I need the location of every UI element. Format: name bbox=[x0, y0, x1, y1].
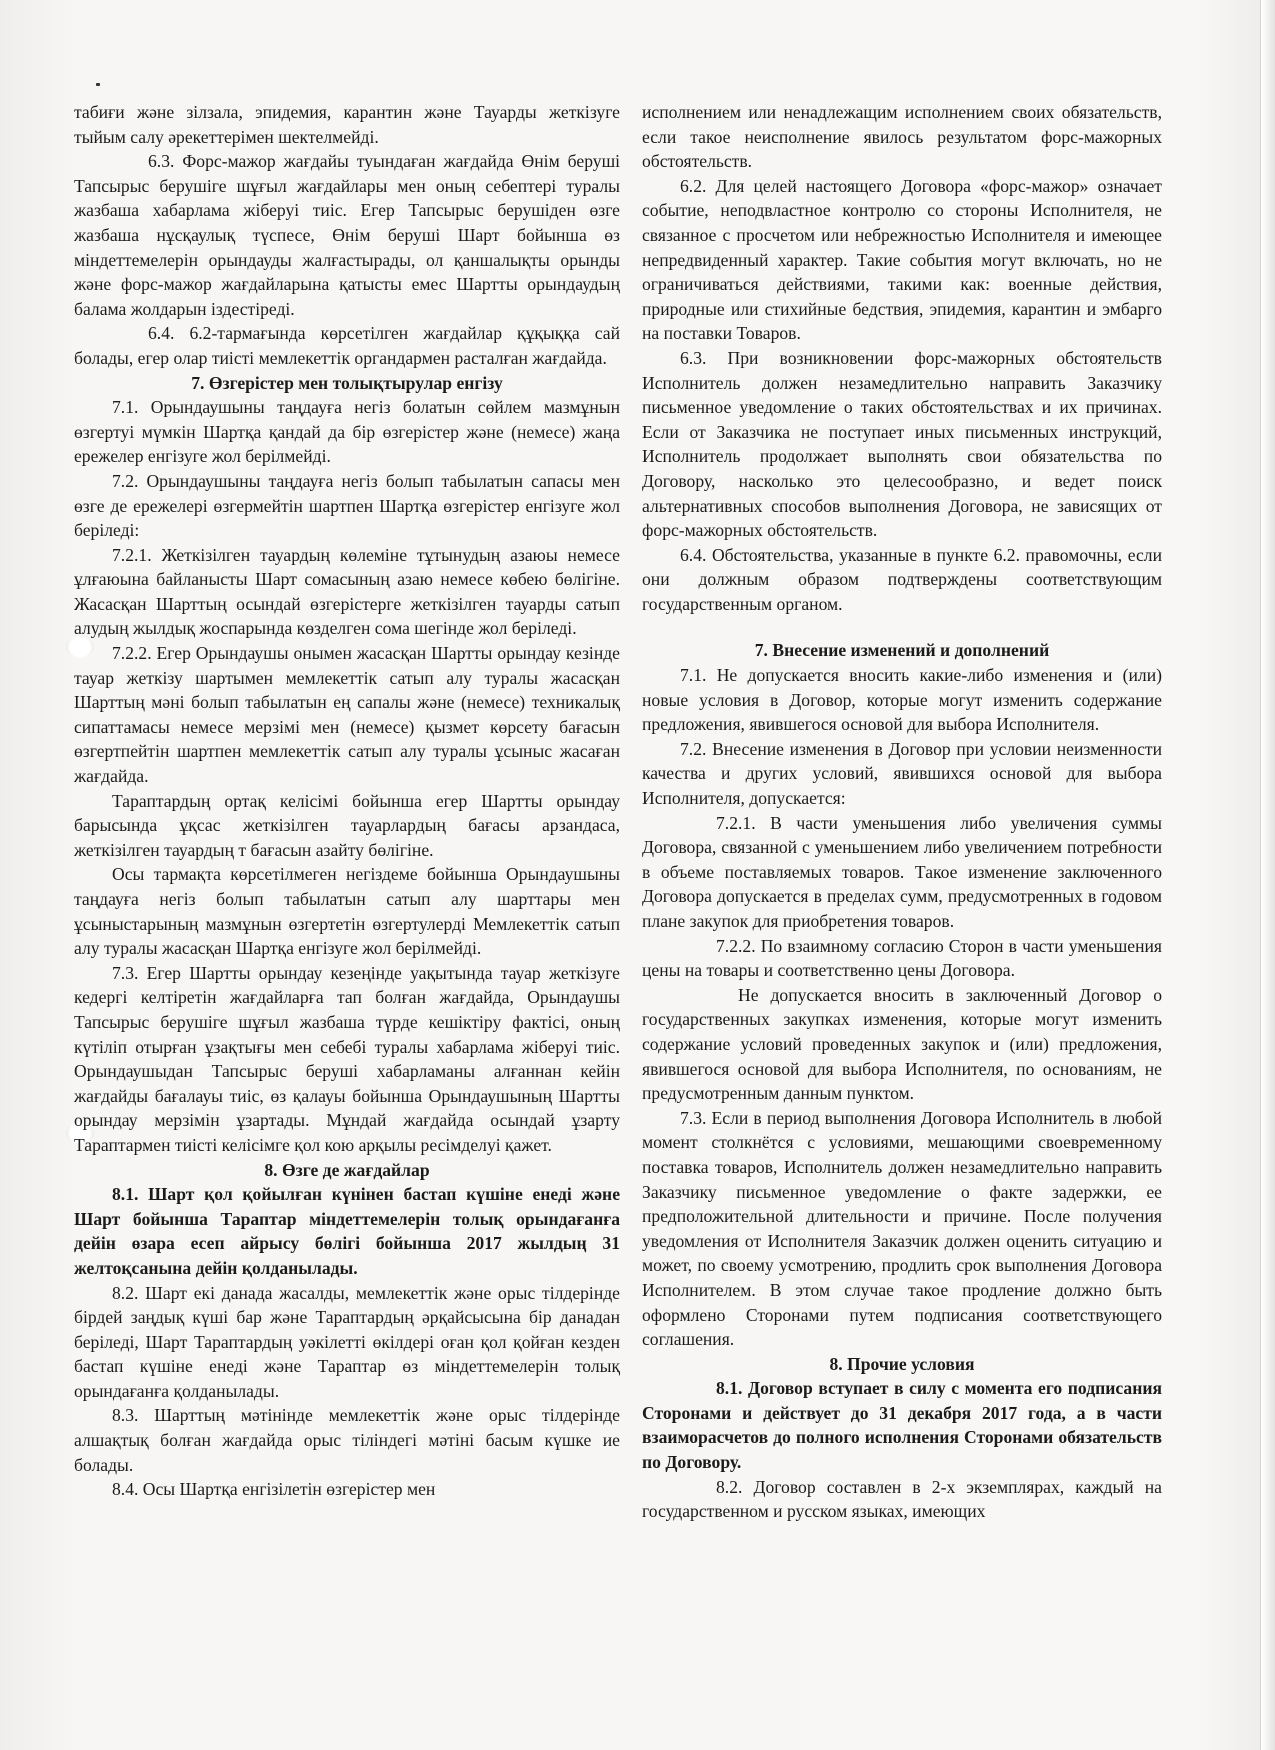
paragraph: исполнением или ненадлежащим исполнением своих обязательств, если такое неисполнение явилось результатом форс-мажорных обстоятельств. bbox=[642, 102, 1162, 172]
paragraph-7-2-1: 7.2.1. Жеткізілген тауардың көлеміне тұтынудың азаюы немесе ұлғаюына байланысты Шарт сомасының азаю немесе көбею бөлігіне. Жасасқан Шарттың осындай өзгерістерге жеткізілген тауарды сатып алудың жылдық жоспарында көзделген сома шегінде жол беріледі. bbox=[74, 544, 620, 639]
paragraph-8-1: 8.1. Договор вступает в силу с момента его подписания Сторонами и действует до 31 декабря 2017 года, а в части взаиморасчетов до полного исполнения Сторонами обязательств по Договору. bbox=[642, 1378, 1162, 1473]
paragraph-7-1: 7.1. Орындаушыны таңдауға негіз болатын сөйлем мазмұнын өзгертуі мүмкін Шартқа қандай да бір өзгерістер және (немесе) жаңа ережелер енгізуге жол берілмейді. bbox=[74, 397, 620, 467]
section-heading-8: 8. Өзге де жағдайлар bbox=[264, 1159, 430, 1180]
paragraph: табиғи және зілзала, эпидемия, карантин және Тауарды жеткізуге тыйым салу әрекеттерімен шектелмейді. bbox=[74, 102, 620, 147]
section-heading-8: 8. Прочие условия bbox=[829, 1353, 975, 1374]
paragraph-6-4: 6.4. 6.2-тармағында көрсетілген жағдайлар құқыққа сай болады, егер олар тиісті мемлекеттік органдармен расталған жағдайда. bbox=[74, 323, 620, 368]
paragraph-7-2: 7.2. Внесение изменения в Договор при условии неизменности качества и других условий, явившихся основой для выбора Исполнителя, допускается: bbox=[642, 738, 1162, 809]
scan-speck bbox=[96, 83, 100, 86]
paragraph-6-3: 6.3. Форс-мажор жағдайы туындаған жағдайда Өнім беруші Тапсырыс берушіге шұғыл жағдайлары мен оның себептері туралы жазбаша хабарлама жіберуі тиіс. Егер Тапсырыс берушіден өзге жазбаша нұсқаулық түспесе, Өнім беруші Шарт бойынша өз міндеттемелерін орындауды жалғастырады, ол қаншалықты орынды және форс-мажор жағдайларына қатысты емес Шартты орындаудың балама жолдарын іздестіреді. bbox=[74, 151, 620, 319]
paragraph: Тараптардың ортақ келісімі бойынша егер Шартты орындау барысында ұқсас жеткізілген тауарлардың бағасы арзандаса, жеткізілген тауардың т бағасын азайту бөлігіне. bbox=[74, 790, 620, 860]
russian-column bbox=[642, 100, 1162, 1524]
paragraph-8-4: 8.4. Осы Шартқа енгізілетін өзгерістер мен bbox=[112, 1479, 436, 1500]
paragraph-8-2: 8.2. Договор составлен в 2-х экземплярах, каждый на государственном и русском языках, имеющих bbox=[642, 1476, 1162, 1522]
paragraph-7-1: 7.1. Не допускается вносить какие-либо изменения и (или) новые условия в Договор, которые могут изменить содержание предложения, явившегося основой для выбора Исполнителя. bbox=[642, 665, 1162, 735]
paragraph-8-2: 8.2. Шарт екі данада жасалды, мемлекеттік және орыс тілдерінде бірдей заңдық күші бар және Тараптардың әрқайсысына бір данадан беріледі, Шарт Тараптардың уәкілетті өкілдері оған қол қойған кезден бастап күшіне енеді және Тараптар өз міндеттемелерін толық орындағанға қолданылады. bbox=[74, 1282, 620, 1401]
paragraph-7-3: 7.3. Егер Шартты орындау кезеңінде уақытында тауар жеткізуге кедергі келтіретін жағдайларға тап болған жағдайда, Орындаушы Тапсырыс берушіге шұғыл жазбаша түрде кешіктіру фактісі, оның күтіліп отырған ұзақтығы мен себебі туралы хабарлама жіберуі тиіс. Орындаушыдан Тапсырыс беруші хабарламаны алғаннан кейін жағдайды бағалауы тиіс, өз қалауы бойынша Орындаушының Шартты орындау мерзімін ұзартады. Мұндай жағдайда осындай ұзарту Тараптармен тиісті келісімге қол кою арқылы ресімделуі қажет. bbox=[74, 962, 620, 1155]
page-edge bbox=[1260, 0, 1275, 1750]
paragraph: Осы тармақта көрсетілмеген негіздеме бойынша Орындаушыны таңдауға негіз болып табылатын сатып алу шарттары мен ұсыныстарының мазмұнын өзгертетін өзгертулерді Мемлекеттік сатып алу туралы жасасқан Шартқа енгізуге жол берілмейді. bbox=[74, 864, 620, 959]
paragraph-6-4: 6.4. Обстоятельства, указанные в пункте 6.2. правомочны, если они должным образом подтверждены соответствующим государственным органом. bbox=[642, 544, 1162, 614]
paragraph-7-2-2: 7.2.2. Егер Орындаушы онымен жасасқан Шартты орындау кезінде тауар жеткізу шартымен мемлекеттік сатып алу туралы жасасқан Шарттың мәні болып табылатын ең сапалы және (немесе) техникалық сипаттамасы немесе мерзімі мен (немесе) қызмет көрсету бағасын өзгертпейтін шартпен мемлекеттік сатып алу туралы ұсыныс жасаған жағдайда. bbox=[74, 643, 620, 787]
section-heading-7: 7. Внесение изменений и дополнений bbox=[754, 640, 1050, 661]
paragraph: Не допускается вносить в заключенный Договор о государственных закупках изменения, которые могут изменить содержание условий проведенных закупок и (или) предложения, явившегося основой для выбора Исполнителя, по основаниям, не предусмотренным данным пунктом. bbox=[642, 984, 1162, 1104]
kazakh-column bbox=[74, 100, 620, 1502]
paragraph-7-3: 7.3. Если в период выполнения Договора Исполнитель в любой момент столкнётся с условиями, мешающими своевременному поставка товаров, Исполнитель должен незамедлительно направить Заказчику письменное уведомление о факте задержки, ее предположительной длительности и причине. После получения уведомления от Исполнителя Заказчик должен оценить ситуацию и может, по своему усмотрению, продлить срок выполнения Договора Исполнителем. В этом случае такое продление должно быть оформлено Сторонами путем подписания соответствующего соглашения. bbox=[642, 1107, 1162, 1350]
paragraph-7-2: 7.2. Орындаушыны таңдауға негіз болып табылатын сапасы мен өзге де ережелері өзгермейтін шартпен Шартқа өзгерістер енгізуге жол беріледі: bbox=[74, 470, 620, 541]
paragraph-8-3: 8.3. Шарттың мәтінінде мемлекеттік және орыс тілдерінде алшақтық болған жағдайда орыс тіліндегі мәтіні басым күшке ие болады. bbox=[74, 1405, 620, 1475]
paragraph-8-1: 8.1. Шарт қол қойылған күнінен бастап күшіне енеді және Шарт бойынша Тараптар міндеттемелерін толық орындағанға дейін өзара есеп айрысу бөлігі бойынша 2017 жылдың 31 желтоқсанына дейін қолданылады. bbox=[74, 1184, 620, 1278]
paragraph-7-2-2: 7.2.2. По взаимному согласию Сторон в части уменьшения цены на товары и соответственно цены Договора. bbox=[642, 935, 1162, 981]
paragraph-7-2-1: 7.2.1. В части уменьшения либо увеличения суммы Договора, связанной с уменьшением либо увеличением потребности в объеме поставляемых товаров. Такое изменение заключенного Договора допускается в пределах сумм, предусмотренных в годовом плане закупок для приобретения товаров. bbox=[642, 812, 1162, 931]
section-heading-7: 7. Өзгерістер мен толықтырулар енгізу bbox=[191, 372, 503, 393]
paragraph-6-2: 6.2. Для целей настоящего Договора «форс-мажор» означает событие, неподвластное контролю со стороны Исполнителя, не связанное с просчетом или небрежностью Исполнителя и имеющее непредвиденный характер. Такие события могут включать, но не ограничиваться действиями, такими как: военные действия, природные или стихийные бедствия, эпидемия, карантин и эмбарго на поставки Товаров. bbox=[642, 175, 1162, 344]
paragraph-6-3: 6.3. При возникновении форс-мажорных обстоятельств Исполнитель должен незамедлительно направить Заказчику письменное уведомление о таких обстоятельствах и их причинах. Если от Заказчика не поступает иных письменных инструкций, Исполнитель продолжает выполнять свои обязательства по Договору, насколько это целесообразно, и ведет поиск альтернативных способов выполнения Договора, не зависящих от форс-мажорных обстоятельств. bbox=[642, 347, 1162, 541]
